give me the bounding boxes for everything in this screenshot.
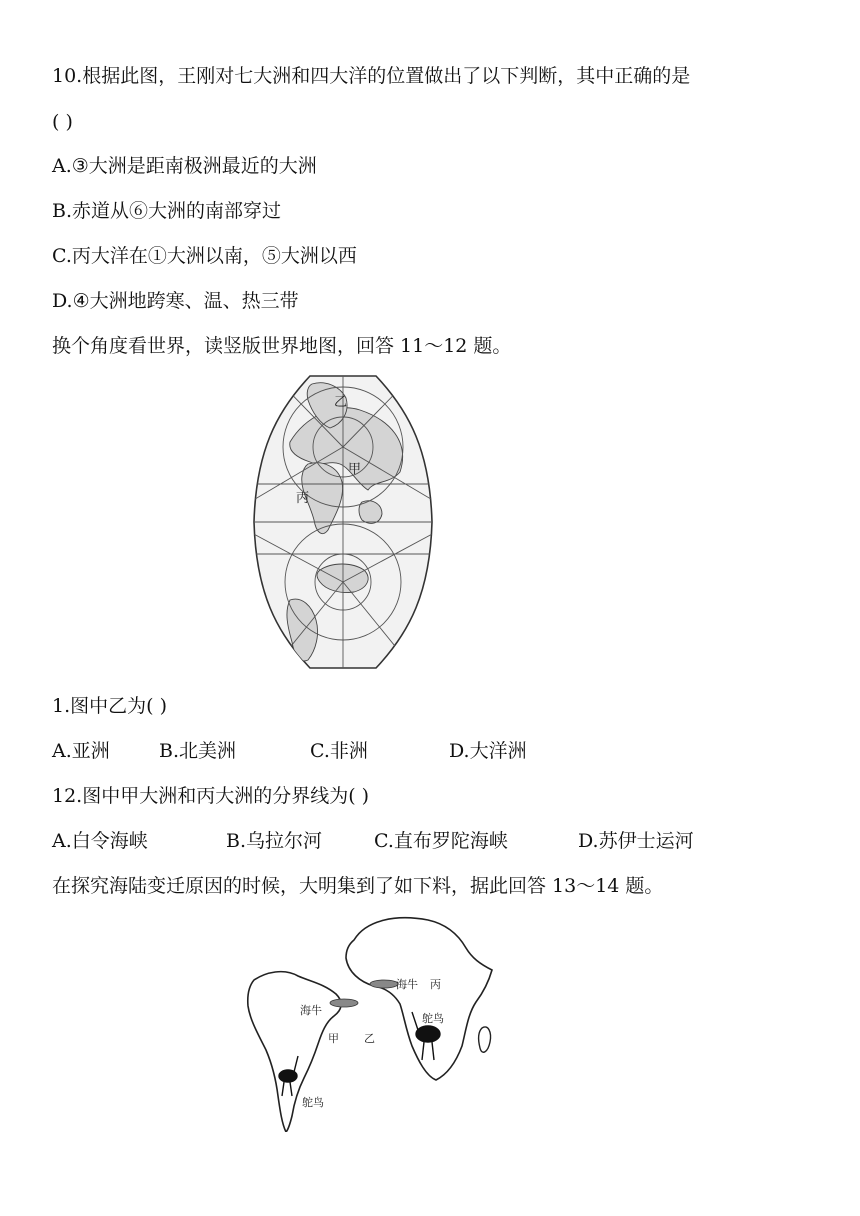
continental-drift-map <box>236 910 506 1132</box>
vertical-world-map <box>250 372 436 672</box>
map2-label-manatee-left: 海牛 <box>300 1004 322 1017</box>
q10-option-d: D.④大洲地跨寒、温、热三带 <box>52 290 299 312</box>
manatee-icon <box>330 980 398 1007</box>
q12-options <box>52 829 812 853</box>
q10-option-b: B.赤道从⑥大洲的南部穿过 <box>52 200 282 222</box>
q11-options <box>52 739 812 763</box>
map1-label-bing: 丙 <box>296 491 310 506</box>
q11-option-c: C.非洲 <box>310 740 368 762</box>
q11-option-d: D.大洋洲 <box>449 740 527 762</box>
intro-13-14: 在探究海陆变迁原因的时候，大明集到了如下料，据此回答 13～14 题。 <box>52 875 664 897</box>
q11-option-b: B.北美洲 <box>159 740 237 762</box>
map2-label-bing: 丙 <box>430 978 441 991</box>
q11-option-a: A.亚洲 <box>52 740 110 762</box>
map1-label-jia: 甲 <box>348 462 362 477</box>
map2-label-ostrich-left: 鸵鸟 <box>302 1096 324 1109</box>
map2-label-manatee-right: 海牛 <box>396 978 418 991</box>
map2-label-ostrich-right: 鸵鸟 <box>422 1012 444 1025</box>
q10-option-a: A.③大洲是距南极洲最近的大洲 <box>52 155 317 177</box>
q10-answer-paren: ( ) <box>52 111 73 133</box>
intro-11-12: 换个角度看世界，读竖版世界地图，回答 11～12 题。 <box>52 335 512 357</box>
q12-option-a: A.白令海峡 <box>52 830 148 852</box>
q12-option-d: D.苏伊士运河 <box>578 830 694 852</box>
south-america-outline <box>248 972 341 1132</box>
q11-stem: 1.图中乙为( ) <box>52 695 167 717</box>
map2-label-yi: 乙 <box>364 1032 375 1045</box>
q10-stem: 10.根据此图，王刚对七大洲和四大洋的位置做出了以下判断，其中正确的是 <box>52 65 691 87</box>
q12-option-b: B.乌拉尔河 <box>226 830 323 852</box>
q12-stem: 12.图中甲大洲和丙大洲的分界线为( ) <box>52 785 370 807</box>
q10-option-c: C.丙大洋在①大洲以南，⑤大洲以西 <box>52 245 357 267</box>
africa-outline <box>346 918 492 1080</box>
map1-label-yi: 乙 <box>334 395 348 410</box>
map2-label-jia: 甲 <box>328 1032 339 1045</box>
q12-option-c: C.直布罗陀海峡 <box>374 830 508 852</box>
madagascar-outline <box>479 1027 491 1052</box>
